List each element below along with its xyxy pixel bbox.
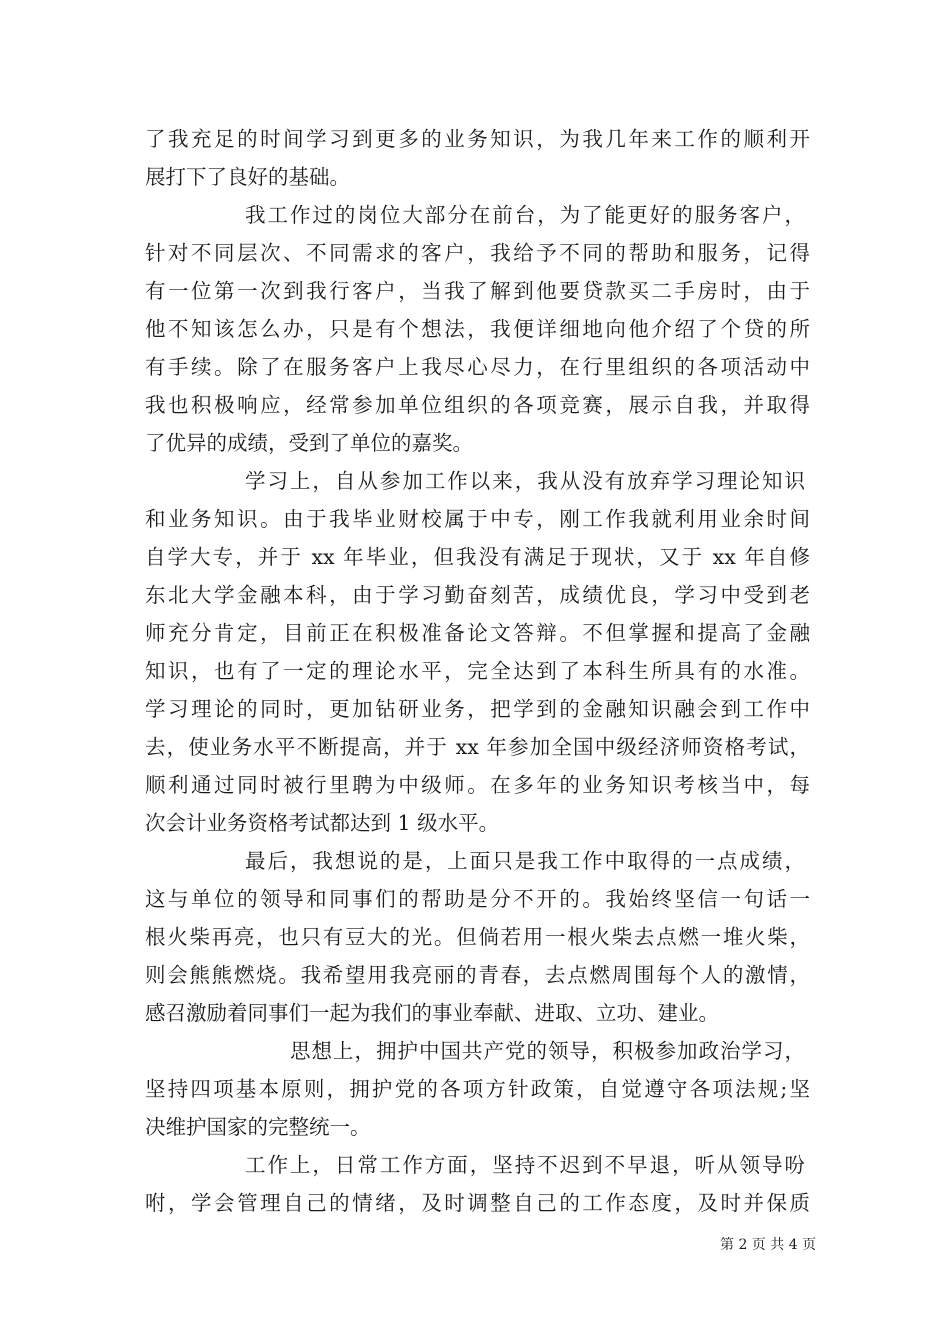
text-line: 去，使业务水平不断提高，并于 xx 年参加全国中级经济师资格考试， — [145, 735, 810, 759]
text-line: 自学大专，并于 xx 年毕业，但我没有满足于现状，又于 xx 年自修 — [145, 545, 810, 569]
text-line: 展打下了良好的基础。 — [145, 165, 350, 189]
page-number: 第 2 页 共 4 页 — [720, 1237, 817, 1253]
text-line: 则会熊熊燃烧。我希望用我亮丽的青春，去点燃周围每个人的激情， — [145, 963, 810, 987]
paragraph-first-line: 工作上，日常工作方面，坚持不迟到不早退，听从领导吩 — [245, 1153, 805, 1177]
paragraph-first-line: 思想上，拥护中国共产党的领导，积极参加政治学习， — [290, 1039, 805, 1063]
text-line: 了优异的成绩，受到了单位的嘉奖。 — [145, 431, 473, 455]
paragraph-first-line: 我工作过的岗位大部分在前台，为了能更好的服务客户， — [245, 203, 805, 227]
text-line: 师充分肯定，目前正在积极准备论文答辩。不但掌握和提高了金融 — [145, 621, 810, 645]
text-line: 知识，也有了一定的理论水平，完全达到了本科生所具有的水准。 — [145, 659, 810, 683]
text-line: 这与单位的领导和同事们的帮助是分不开的。我始终坚信一句话一 — [145, 887, 810, 911]
text-line: 咐，学会管理自己的情绪，及时调整自己的工作态度，及时并保质 — [145, 1191, 810, 1215]
text-line: 了我充足的时间学习到更多的业务知识，为我几年来工作的顺利开 — [145, 127, 810, 151]
text-line: 坚持四项基本原则，拥护党的各项方针政策，自觉遵守各项法规;坚 — [145, 1077, 810, 1101]
text-line: 顺利通过同时被行里聘为中级师。在多年的业务知识考核当中，每 — [145, 773, 810, 797]
text-line: 他不知该怎么办，只是有个想法，我便详细地向他介绍了个贷的所 — [145, 317, 810, 341]
text-line: 根火柴再亮，也只有豆大的光。但倘若用一根火柴去点燃一堆火柴， — [145, 925, 810, 949]
text-line: 有一位第一次到我行客户，当我了解到他要贷款买二手房时，由于 — [145, 279, 810, 303]
text-line: 我也积极响应，经常参加单位组织的各项竞赛，展示自我，并取得 — [145, 393, 810, 417]
text-line: 和业务知识。由于我毕业财校属于中专，刚工作我就利用业余时间 — [145, 507, 810, 531]
paragraph-first-line: 最后，我想说的是，上面只是我工作中取得的一点成绩， — [245, 849, 805, 873]
text-line: 次会计业务资格考试都达到 1 级水平。 — [145, 811, 500, 835]
text-line: 针对不同层次、不同需求的客户，我给予不同的帮助和服务，记得 — [145, 241, 810, 265]
text-line: 学习理论的同时，更加钻研业务，把学到的金融知识融会到工作中 — [145, 697, 810, 721]
text-line: 感召激励着同事们一起为我们的事业奉献、进取、立功、建业。 — [145, 1001, 719, 1025]
text-line: 东北大学金融本科，由于学习勤奋刻苦，成绩优良，学习中受到老 — [145, 583, 810, 607]
paragraph-first-line: 学习上，自从参加工作以来，我从没有放弃学习理论知识 — [245, 469, 805, 493]
text-line: 有手续。除了在服务客户上我尽心尽力，在行里组织的各项活动中 — [145, 355, 810, 379]
text-line: 决维护国家的完整统一。 — [145, 1115, 371, 1139]
